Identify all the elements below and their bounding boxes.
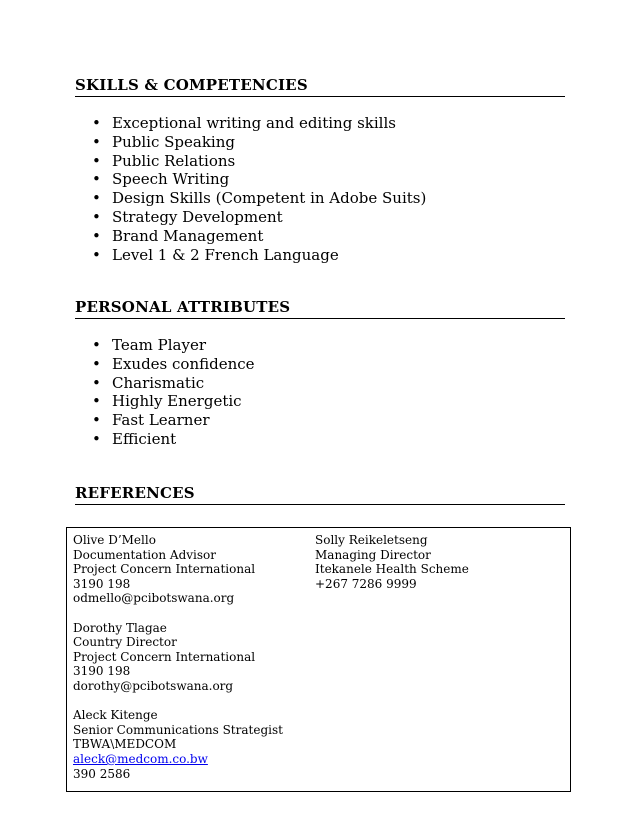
reference-title: Senior Communications Strategist (73, 722, 283, 737)
reference-entry (73, 533, 283, 606)
reference-org: TBWA\MEDCOM (73, 737, 177, 752)
list-item: • Highly Energetic (75, 392, 255, 411)
references-left-column (73, 533, 283, 796)
reference-phone: 3190 198 (73, 576, 131, 591)
list-item: • Exceptional writing and editing skills (75, 114, 426, 133)
reference-email: dorothy@pcibotswana.org (73, 678, 234, 693)
reference-entry (315, 533, 469, 591)
reference-title: Documentation Advisor (73, 547, 216, 562)
reference-title: Country Director (73, 635, 177, 650)
list-item: • Public Relations (75, 152, 426, 171)
skills-list (75, 114, 426, 264)
reference-phone: +267 7286 9999 (315, 576, 417, 591)
list-item: • Speech Writing (75, 170, 426, 189)
attributes-list (75, 336, 255, 449)
skills-heading: SKILLS & COMPETENCIES (75, 76, 565, 97)
list-item: • Design Skills (Competent in Adobe Suits) (75, 189, 426, 208)
reference-org: Project Concern International (73, 562, 256, 577)
reference-entry (73, 621, 283, 694)
list-item: • Charismatic (75, 374, 255, 393)
reference-email-link[interactable]: aleck@medcom.co.bw (73, 751, 208, 766)
reference-email: odmello@pcibotswana.org (73, 591, 235, 606)
list-item: • Team Player (75, 336, 255, 355)
reference-name: Dorothy Tlagae (73, 620, 167, 635)
reference-title: Managing Director (315, 547, 431, 562)
reference-name: Aleck Kitenge (73, 708, 158, 723)
attributes-heading: PERSONAL ATTRIBUTES (75, 298, 565, 319)
references-heading: REFERENCES (75, 484, 565, 505)
reference-org: Project Concern International (73, 649, 256, 664)
list-item: • Fast Learner (75, 411, 255, 430)
reference-name: Solly Reikeletseng (315, 533, 428, 547)
list-item: • Public Speaking (75, 133, 426, 152)
references-right-column (315, 533, 469, 606)
list-item: • Strategy Development (75, 208, 426, 227)
reference-name: Olive D’Mello (73, 533, 156, 547)
list-item: • Efficient (75, 430, 255, 449)
reference-org: Itekanele Health Scheme (315, 562, 469, 577)
reference-phone: 3190 198 (73, 664, 131, 679)
reference-phone: 390 2586 (73, 766, 131, 781)
list-item: • Level 1 & 2 French Language (75, 246, 426, 265)
list-item: • Brand Management (75, 227, 426, 246)
reference-entry (73, 708, 283, 781)
list-item: • Exudes confidence (75, 355, 255, 374)
references-box (66, 527, 571, 792)
